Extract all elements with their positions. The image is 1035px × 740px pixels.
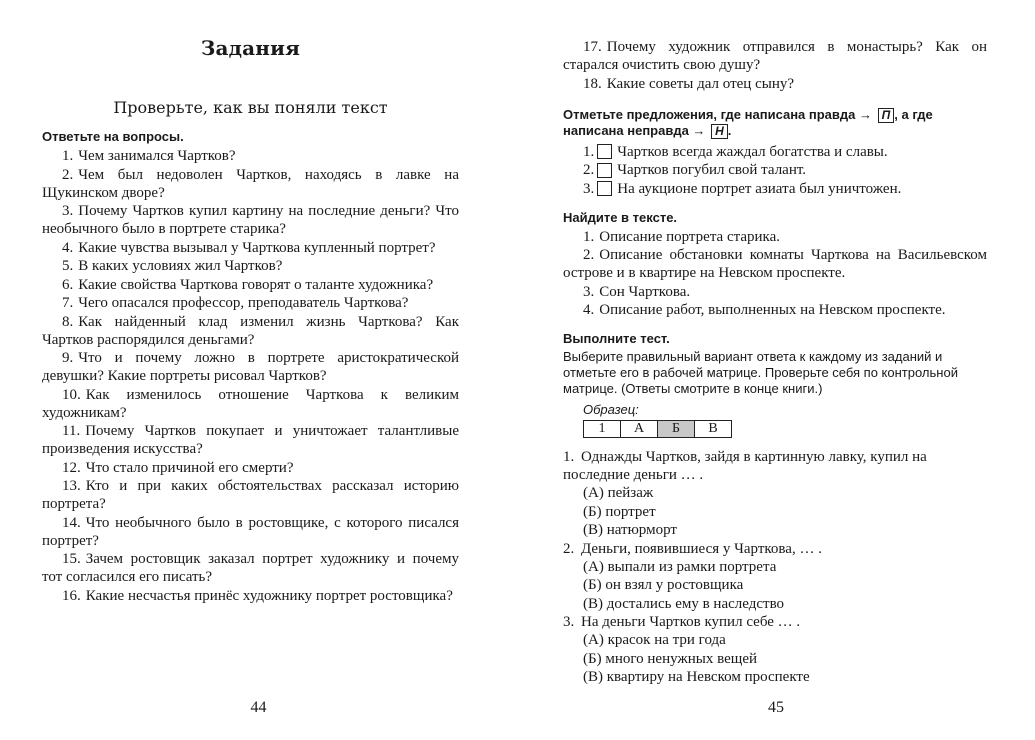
question-item (42, 349, 459, 385)
question-item (42, 239, 459, 257)
question-number: 6. (62, 276, 74, 293)
question-text: Зачем ростовщик заказал портрет художнику и почему тот согласился его писать? (42, 551, 459, 585)
question-item (563, 38, 987, 74)
answer-checkbox[interactable] (597, 163, 612, 178)
test-question-body: Деньги, появившиеся у Чарткова, … . (581, 540, 822, 557)
question-number: 1. (62, 148, 74, 164)
questions-heading: Ответьте на вопросы. (42, 129, 184, 144)
find-heading: Найдите в тексте. (563, 209, 678, 225)
truefalse-item (563, 161, 987, 179)
question-number: 8. (62, 313, 74, 330)
question-number: 5. (62, 258, 74, 274)
truefalse-heading-text-a: Отметьте предложения, где написана правда → (563, 106, 872, 122)
question-number: 16. (62, 587, 81, 604)
question-item (42, 514, 459, 550)
question-item (42, 294, 459, 312)
test-question-text (563, 540, 987, 558)
test-instructions: Выберите правильный вариант ответа к каждому из заданий и отметьте его в рабочей матрице. Проверьте себя по контрольной матрице. (Ответы смотрите в конце книги.) (563, 349, 958, 396)
question-text: Кто и при каких обстоятельствах рассказал историю портрета? (42, 478, 459, 512)
find-number: 4. (583, 302, 595, 318)
sample-cell: В (695, 421, 732, 438)
sample-matrix (583, 420, 732, 438)
question-text: В каких условиях жил Чартков? (78, 258, 283, 274)
question-text: Какие советы дал отец сыну? (606, 75, 795, 92)
question-number: 17. (583, 39, 602, 55)
question-number: 13. (62, 478, 81, 494)
question-item (42, 276, 459, 294)
truefalse-number: 2. (583, 162, 595, 178)
truefalse-number: 1. (583, 143, 595, 160)
question-number: 3. (62, 203, 74, 219)
question-text: Как найденный клад изменил жизнь Чарткова? Как Чартков распорядился деньгами? (42, 313, 459, 348)
test-question-number: 1. (563, 449, 575, 465)
question-item (42, 257, 459, 275)
true-letter-box: П (878, 108, 895, 123)
sample-cell: Б (658, 421, 695, 438)
find-text: Описание портрета старика. (599, 228, 781, 245)
question-text: Чем занимался Чартков? (78, 148, 236, 164)
question-item (42, 587, 459, 605)
truefalse-heading-text-c: . (727, 122, 732, 138)
question-number: 2. (62, 166, 74, 183)
question-text: Что необычного было в ростовщике, с которого писался портрет? (42, 514, 459, 549)
test-question-text (563, 613, 987, 631)
question-text: Что стало причиной его смерти? (85, 459, 294, 476)
truefalse-heading (563, 107, 987, 139)
test-question-text (563, 448, 987, 484)
question-item (42, 550, 459, 586)
question-number: 7. (62, 295, 74, 311)
find-number: 1. (583, 228, 595, 245)
question-item (42, 202, 459, 238)
test-option[interactable]: (А) выпали из рамки портрета (583, 558, 777, 575)
test-question-number: 3. (563, 614, 575, 630)
test-option[interactable]: (Б) портрет (583, 503, 656, 520)
question-item (42, 313, 459, 349)
find-item (563, 228, 987, 246)
false-letter-box: Н (711, 124, 728, 139)
test-option[interactable]: (В) квартиру на Невском проспекте (583, 669, 810, 685)
question-item (42, 477, 459, 513)
truefalse-heading-text-b: , а где написана неправда → (563, 106, 933, 138)
find-text: Описание работ, выполненных на Невском проспекте. (599, 302, 946, 318)
find-item (563, 301, 987, 319)
section-subtitle: Проверьте, как вы поняли текст (113, 98, 388, 117)
question-text: Какие чувства вызывал у Чарткова купленный портрет? (78, 239, 436, 256)
question-number: 4. (62, 239, 74, 256)
test-heading: Выполните тест. (563, 331, 670, 346)
test-question (563, 448, 987, 540)
find-item (563, 246, 987, 282)
question-number: 11. (62, 423, 81, 439)
question-item (42, 166, 459, 202)
question-text: Чего опасался профессор, преподаватель Чарткова? (78, 295, 409, 311)
question-item (42, 422, 459, 458)
test-option[interactable]: (А) красок на три года (583, 632, 726, 648)
question-number: 15. (62, 551, 81, 567)
truefalse-item (563, 180, 987, 198)
question-text: Почему Чартков купил картину на последние деньги? Что необычного было в портрете старика? (42, 203, 459, 237)
page-number-left: 44 (250, 699, 267, 716)
truefalse-number: 3. (583, 180, 595, 197)
question-text: Какие свойства Чарткова говорят о таланте художника? (78, 276, 434, 293)
question-number: 10. (62, 386, 81, 403)
sample-label: Образец: (583, 402, 639, 417)
right-page (517, 0, 1035, 740)
question-item (563, 75, 987, 93)
test-question (563, 613, 987, 687)
test-option[interactable]: (А) пейзаж (583, 485, 654, 501)
question-item (42, 386, 459, 422)
test-question (563, 540, 987, 614)
question-number: 12. (62, 459, 81, 476)
test-question-number: 2. (563, 540, 575, 557)
sample-cell: 1 (584, 421, 621, 438)
test-question-body: На деньги Чартков купил себе … . (581, 614, 801, 630)
question-text: Почему художник отправился в монастырь? Как он старался очистить свою душу? (563, 39, 987, 73)
find-item (563, 283, 987, 301)
test-option[interactable]: (Б) он взял у ростовщика (583, 577, 744, 593)
page-title: Задания (200, 36, 301, 60)
sample-cell: А (621, 421, 658, 438)
find-text: Сон Чарткова. (599, 283, 691, 300)
find-text: Описание обстановки комнаты Чарткова на Васильевском острове и в квартире на Невском проспекте. (563, 247, 987, 281)
find-number: 2. (583, 247, 595, 263)
question-number: 9. (62, 350, 74, 366)
question-text: Что и почему ложно в портрете аристократической девушки? Какие портреты рисовал Чартков? (42, 350, 459, 384)
answer-checkbox[interactable] (597, 181, 612, 196)
test-list (563, 448, 987, 687)
question-text: Как изменилось отношение Чарткова к великим художникам? (42, 386, 459, 421)
question-number: 14. (62, 514, 81, 531)
truefalse-list (563, 143, 987, 198)
test-option[interactable]: (В) натюрморт (583, 522, 677, 538)
question-text: Почему Чартков покупает и уничтожает талантливые произведения искусства? (42, 423, 459, 457)
question-text: Какие несчастья принёс художнику портрет ростовщика? (85, 587, 453, 604)
test-option[interactable]: (В) достались ему в наследство (583, 595, 785, 612)
test-option[interactable]: (Б) много ненужных вещей (583, 650, 758, 667)
truefalse-text: Чартков погубил свой талант. (617, 162, 807, 178)
truefalse-item (563, 143, 987, 161)
question-text: Чем был недоволен Чартков, находясь в лавке на Щукинском дворе? (42, 166, 459, 201)
find-number: 3. (583, 283, 595, 300)
questions-list (42, 147, 459, 605)
question-item (42, 147, 459, 165)
answer-checkbox[interactable] (597, 144, 612, 159)
find-list (563, 228, 987, 320)
test-question-body: Однажды Чартков, зайдя в картинную лавку, купил на последние деньги … . (563, 449, 927, 483)
question-number: 18. (583, 75, 602, 92)
truefalse-text: Чартков всегда жаждал богатства и славы. (617, 143, 888, 160)
truefalse-text: На аукционе портрет азиата был уничтожен. (617, 180, 902, 197)
question-item (42, 459, 459, 477)
left-page (0, 0, 517, 740)
questions-list-continued (563, 38, 987, 93)
page-number-right: 45 (768, 699, 784, 716)
